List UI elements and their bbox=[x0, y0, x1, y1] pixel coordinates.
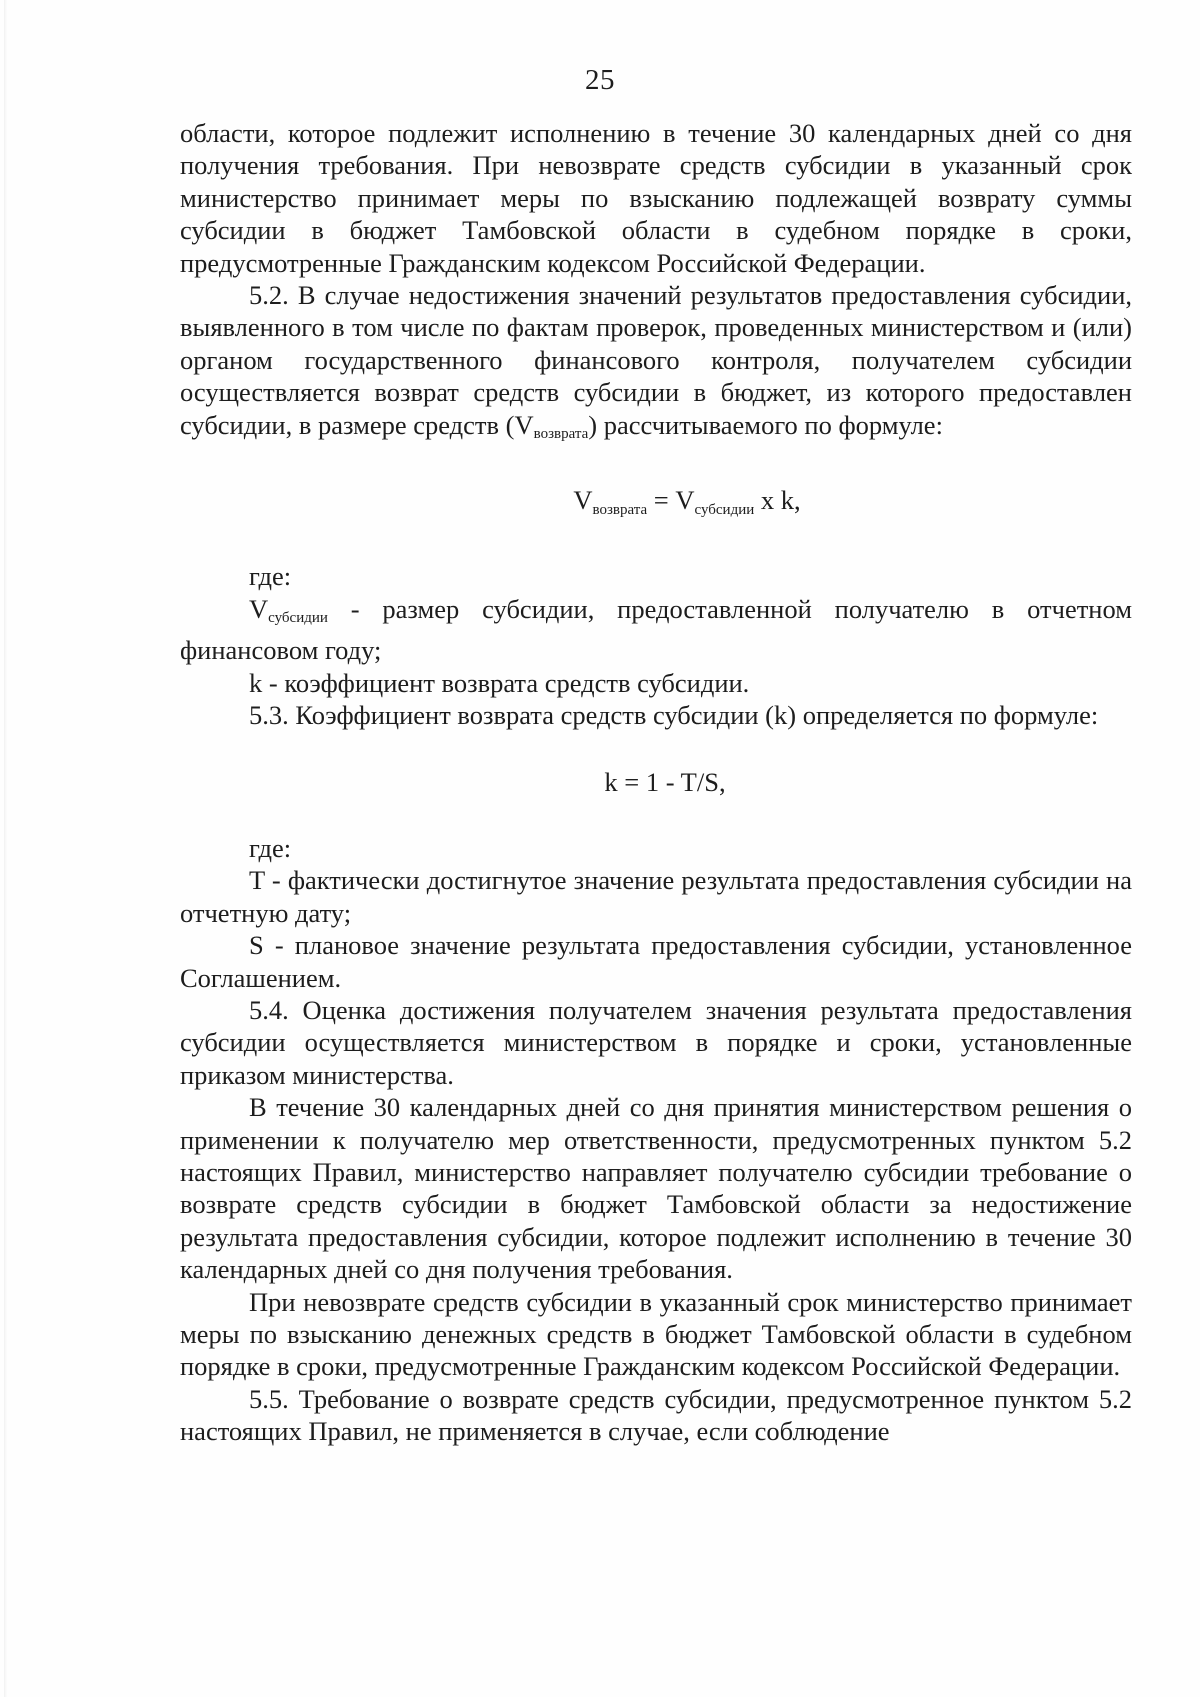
subscript-vozvrata: возврата bbox=[533, 425, 589, 442]
paragraph-5-5: 5.5. Требование о возврате средств субсидии, предусмотренное пунктом 5.2 настоящих Правил, не применяется в случае, если соблюдение bbox=[180, 1383, 1132, 1447]
paragraph-5-3: 5.3. Коэффициент возврата средств субсидии (k) определяется по формуле: bbox=[249, 700, 1099, 731]
formula-subscript-subsidii: субсидии bbox=[694, 502, 755, 519]
formula-coefficient: k = 1 - T/S, bbox=[604, 766, 726, 797]
definition-k: k - коэффициент возврата средств субсидии. bbox=[249, 667, 750, 698]
definition-v-subsidii bbox=[180, 593, 1132, 667]
formula-v-symbol: V bbox=[573, 485, 593, 516]
where-label-1: где: bbox=[249, 561, 292, 592]
paragraph-5-2-tail: ) рассчитываемого по формуле: bbox=[588, 409, 943, 440]
where-label-2: где: bbox=[249, 832, 292, 863]
formula-equals: = V bbox=[647, 485, 695, 516]
paragraph-continuation: области, которое подлежит исполнению в течение 30 календарных дней со дня получения требования. При невозврате средств субсидии в указанный срок министерство принимает меры по взысканию подлежащей возврату суммы субсидии в бюджет Тамбовской области в судебном порядке в сроки, предусмотренные Гражданским кодексом Российской Федерации. bbox=[180, 118, 1132, 278]
definition-v-symbol: V bbox=[249, 593, 269, 624]
paragraph-5-2-text: 5.2. В случае недостижения значений результатов предоставления субсидии, выявленного в том числе по фактам проверок, проведенных министерством и (или) органом государственного финансового контроля, получателем субсидии осуществляется возврат средств субсидии в бюджет, из которого предоставлен субсидии, в размере средств (V bbox=[180, 280, 1132, 440]
definition-v-subscript: субсидии bbox=[268, 609, 328, 626]
document-body bbox=[180, 117, 1132, 1448]
paragraph-5-4-deadline: В течение 30 календарных дней со дня принятия министерством решения о применении к получателю мер ответственности, предусмотренных пунктом 5.2 настоящих Правил, министерство направляет получателю субсидии требование о возврате средств субсидии в бюджет Тамбовской области за недостижение результата предоставления субсидии, которое подлежит исполнению в течение 30 календарных дней со дня получения требования. bbox=[180, 1092, 1132, 1285]
scan-edge-shadow bbox=[4, 0, 8, 1697]
definition-s: S - плановое значение результата предоставления субсидии, установленное Соглашением. bbox=[180, 930, 1132, 993]
page-number: 25 bbox=[585, 64, 615, 96]
formula-return-amount bbox=[180, 450, 1132, 560]
paragraph-5-2 bbox=[180, 279, 1132, 450]
paragraph-5-4: 5.4. Оценка достижения получателем значения результата предоставления субсидии осуществляется министерством в порядке и сроки, установленные приказом министерства. bbox=[180, 994, 1132, 1090]
definition-v-text: - размер субсидии, предоставленной получателю в отчетном финансовом году; bbox=[180, 593, 1132, 666]
paragraph-5-4-enforcement: При невозврате средств субсидии в указанный срок министерство принимает меры по взысканию денежных средств в бюджет Тамбовской области в судебном порядке в сроки, предусмотренные Гражданским кодексом Российской Федерации. bbox=[180, 1286, 1132, 1382]
formula-subscript-vozvrata: возврата bbox=[592, 502, 648, 519]
definition-t: T - фактически достигнутое значение результата предоставления субсидии на отчетную дату; bbox=[180, 865, 1132, 928]
formula-tail: x k, bbox=[754, 485, 801, 516]
